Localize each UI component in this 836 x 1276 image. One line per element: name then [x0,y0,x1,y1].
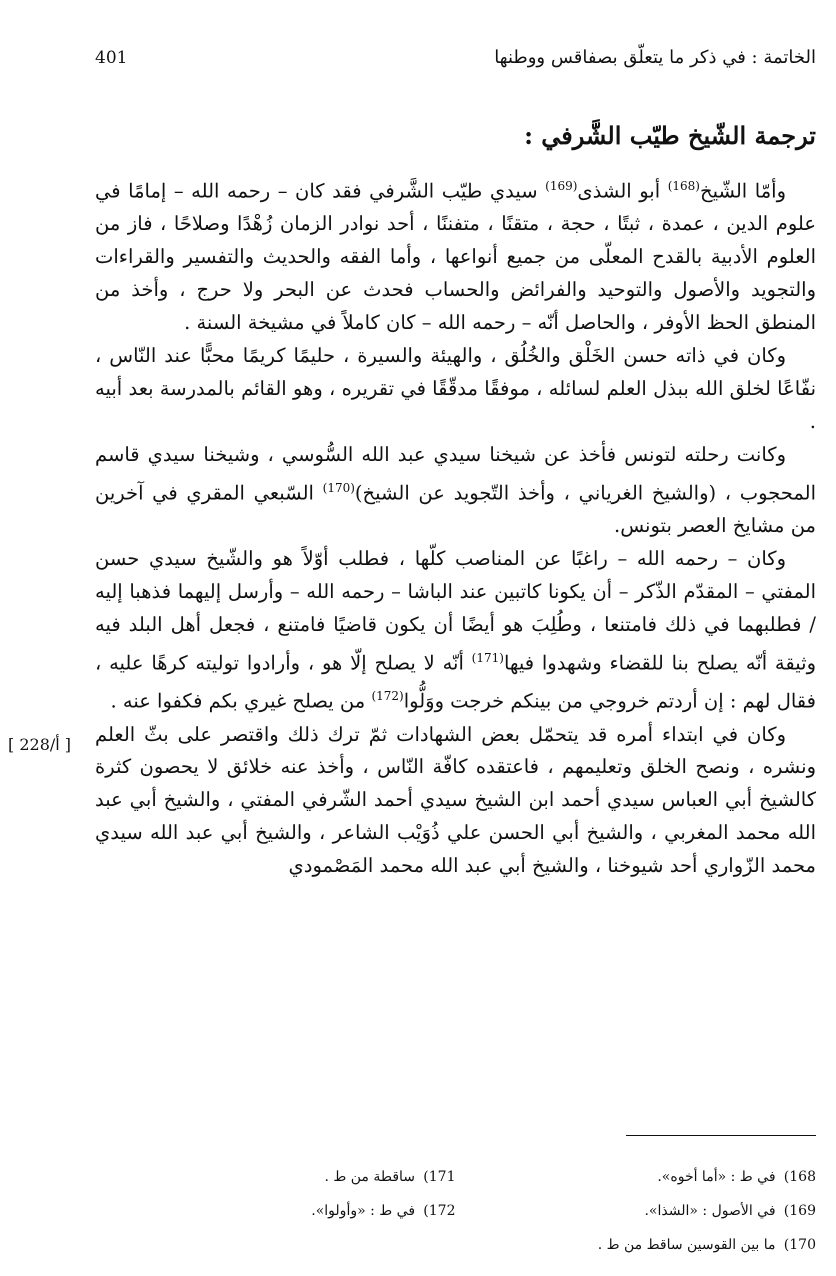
paragraph: وكان – رحمه الله – راغبًا عن المناصب كلّها ، فطلب أوّلاً هو والشّيخ سيدي حسن المفتي – المقدّم الذّكر – أن يكونا كاتبين عند الباشا – رحمه الله – وأرسل إليهما فذهبا إليه / فطلبهما في ذلك فامتنعا ، وطُلِبَ هو أيضًا أن يكون قاضيًا فامتنع ، فجعل أهل البلد فيه وثيقة أنّه يصلح بنا للقضاء وشهدوا فيها$^{(171)}$ أنّه لا يصلح إلّا هو ، وأرادوا توليته كرهًا عليه ، فقال لهم : إن أردتم خروجي من بينكم خرجت ووَلُّوا$^{(172)}$ من يصلح غيري بكم فكفوا عنه . [95,546,816,713]
footnote-row [95,1228,816,1262]
footnote: 170) ما بين القوسين ساقط من ط . [597,1237,816,1253]
footnote-row [95,1194,816,1228]
paragraph: وكان في ابتداء أمره قد يتحمّل بعض الشهادات ثمّ ترك ذلك واقتصر على بثّ العلم ونشره ، ونصح الخلق وتعليمهم ، فاعتقده كافّة النّاس ، وأخذ عنه خلائق لا يحصون كثرة كالشيخ أبي العباس سيدي أحمد ابن الشيخ سيدي أحمد الشّرفي المفتي ، والشيخ أبي عبد الله محمد المغربي ، والشيخ أبي الحسن علي ذُوَيْب الشاعر ، والشيخ أبي عبد الله سيدي محمد الزّواري أحد شيوخنا ، والشيخ أبي عبد الله محمد المَصْمودي [95,722,816,878]
footnote-row [95,1160,816,1194]
page-number: 401 [95,48,128,68]
paragraph: وكان في ذاته حسن الخَلْق والخُلُق ، والهيئة والسيرة ، حليمًا كريمًا محبًّا عند النّاس ، نفّاعًا لخلق الله ببذل العلم لسائله ، موفقًا مدقّقًا في تقريره ، وهو القائم بالمدرسة بعد أبيه . [95,344,816,433]
paragraph: وكانت رحلته لتونس فأخذ عن شيخنا سيدي عبد الله السُّوسي ، وشيخنا سيدي قاسم المحجوب ، (والشيخ الغرياني ، وأخذ التّجويد عن الشيخ)$^{(170)}$ السّبعي المقري في آخرين من مشايخ العصر بتونس. [95,442,816,538]
running-title: الخاتمة : في ذكر ما يتعلّق بصفاقس ووطنها [494,47,816,68]
footnote-divider [626,1135,816,1136]
footnote: 169) في الأصول : «الشذا». [644,1203,816,1219]
body-text [95,170,816,883]
footnote: 168) في ط : «أما أخوه». [657,1169,816,1185]
footnote-ref: (169) [545,179,578,193]
footnote-ref: (168) [667,179,700,193]
footnote-ref: (170) [322,480,355,495]
footnote: 172) في ط : «وأولوا». [311,1203,456,1219]
page-header [95,45,816,75]
footnote-ref: (171) [471,650,504,665]
paragraph: وأمّا الشّيخ$^{(168)}$ أبو الشذى$^{(169)}$ سيدي طيّب الشَّرفي فقد كان – رحمه الله – إمامًا في علوم الدين ، عمدة ، ثبتًا ، حجة ، متقنًا ، متفننًا ، أحد نوادر الزمان زُهْدًا وصلاحًا ، فاز من العلوم الأدبية بالقدح المعلّى من جميع أنواعها ، وأما الفقه والحديث والتفسير والقراءات والتجويد والأصول والتوحيد والفرائض والحساب فحدث عن البحر ولا حرج ، وأخذ من المنطق الحظ الأوفر ، والحاصل أنّه – رحمه الله – كان كاملاً في مشيخة السنة . [95,179,816,335]
footnotes [95,1160,816,1262]
footnote-ref: (172) [371,689,404,704]
footnote: 171) ساقطة من ط . [324,1169,456,1185]
section-title: ترجمة الشّيخ طيّب الشَّرفي : [524,121,816,150]
manuscript-folio-marker: [ 228/أ ] [8,735,72,754]
